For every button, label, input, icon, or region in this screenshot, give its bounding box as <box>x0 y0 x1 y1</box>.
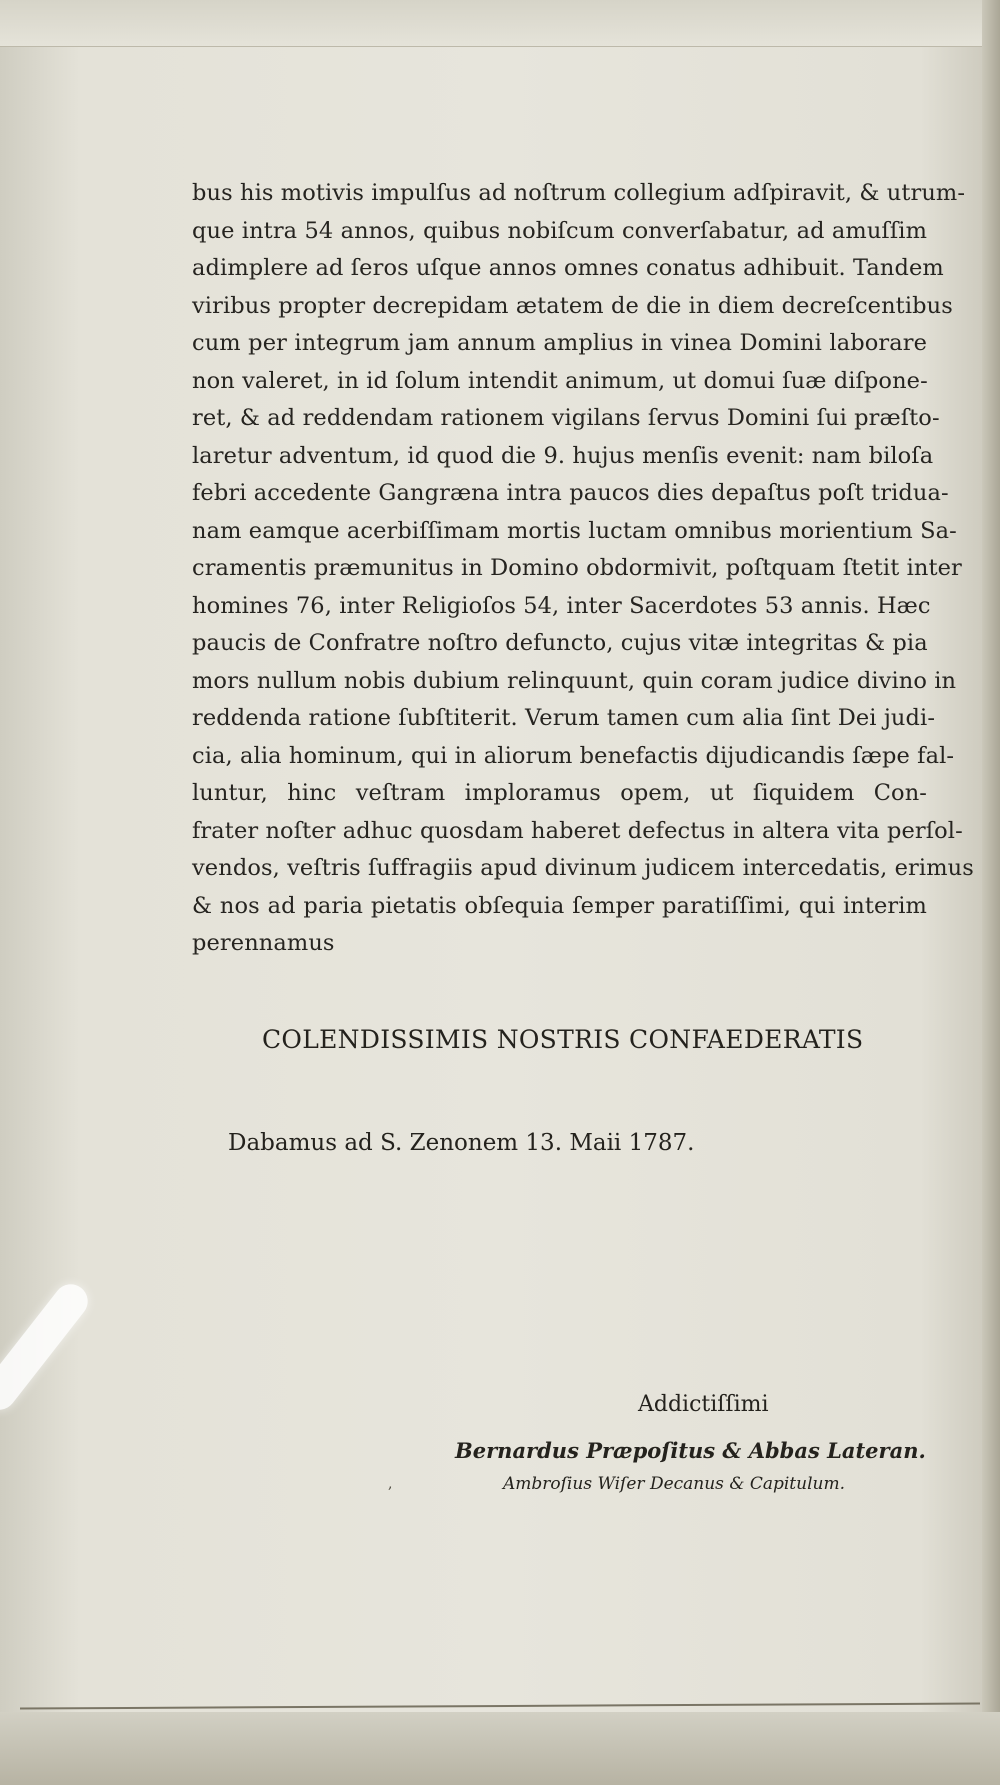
body-line: vendos, veſtris ſuffragiis apud divinum judicem intercedatis, erimus <box>192 855 974 881</box>
body-line: paucis de Confratre noſtro defuncto, cujus vitæ integritas & pia <box>192 630 928 656</box>
page-bottom-strip <box>0 1712 1000 1785</box>
body-line: mors nullum nobis dubium relinquunt, quin coram judice divino in <box>192 667 957 694</box>
body-line: perennamus <box>192 930 335 956</box>
body-line: cramentis præmunitus in Domino obdormivit, poſtquam ſtetit inter <box>192 555 962 581</box>
body-line: cia, alia hominum, qui in aliorum benefactis dijudicandis ſæpe fal- <box>192 742 955 769</box>
body-paragraph <box>192 175 974 963</box>
body-line: cum per integrum jam annum amplius in vinea Domini laborare <box>192 330 927 356</box>
body-line: febri accedente Gangræna intra paucos dies depaſtus poſt tridua- <box>192 480 949 506</box>
body-line: ret, & ad reddendam rationem vigilans ſervus Domini ſui præſto- <box>192 405 940 431</box>
body-line: non valeret, in id ſolum intendit animum, ut domui ſuæ diſpone- <box>192 367 928 394</box>
dateline: Dabamus ad S. Zenonem 13. Maii 1787. <box>228 1130 695 1156</box>
page-top-edge <box>0 0 1000 47</box>
page-right-edge <box>982 0 1000 1785</box>
page-bottom-edge-line <box>20 1702 980 1709</box>
closing-salutation: Addictiſſimi <box>638 1392 769 1417</box>
body-line: luntur, hinc veſtram imploramus opem, ut ſiquidem Con- <box>192 780 927 806</box>
body-line: viribus propter decrepidam ætatem de die in diem decreſcentibus <box>192 292 953 319</box>
paper-fold-highlight <box>0 1277 95 1416</box>
address-heading: COLENDISSIMIS NOSTRIS CONFAEDERATIS <box>262 1025 864 1054</box>
signature-abbot: Bernardus Præpoſitus & Abbas Lateran. <box>455 1438 926 1463</box>
margin-mark: , <box>388 1476 393 1492</box>
body-line: que intra 54 annos, quibus nobiſcum converſabatur, ad amuſſim <box>192 217 927 244</box>
body-line: bus his motivis impulſus ad noſtrum collegium adſpiravit, & utrum- <box>192 180 966 206</box>
body-line: & nos ad paria pietatis obſequia ſemper paratiſſimi, qui interim <box>192 892 927 919</box>
body-line: adimplere ad ſeros uſque annos omnes conatus adhibuit. Tandem <box>192 255 944 281</box>
body-line: homines 76, inter Religioſos 54, inter Sacerdotes 53 annis. Hæc <box>192 592 931 619</box>
body-line: frater noſter adhuc quosdam haberet defectus in altera vita perſol- <box>192 817 963 844</box>
body-line: laretur adventum, id quod die 9. hujus menſis evenit: nam biloſa <box>192 442 934 469</box>
body-line: reddenda ratione ſubſtiterit. Verum tamen cum alia ſint Dei judi- <box>192 705 936 731</box>
body-line: nam eamque acerbiſſimam mortis luctam omnibus morientium Sa- <box>192 517 957 544</box>
signature-dean: Ambroſius Wiſer Decanus & Capitulum. <box>503 1474 846 1494</box>
